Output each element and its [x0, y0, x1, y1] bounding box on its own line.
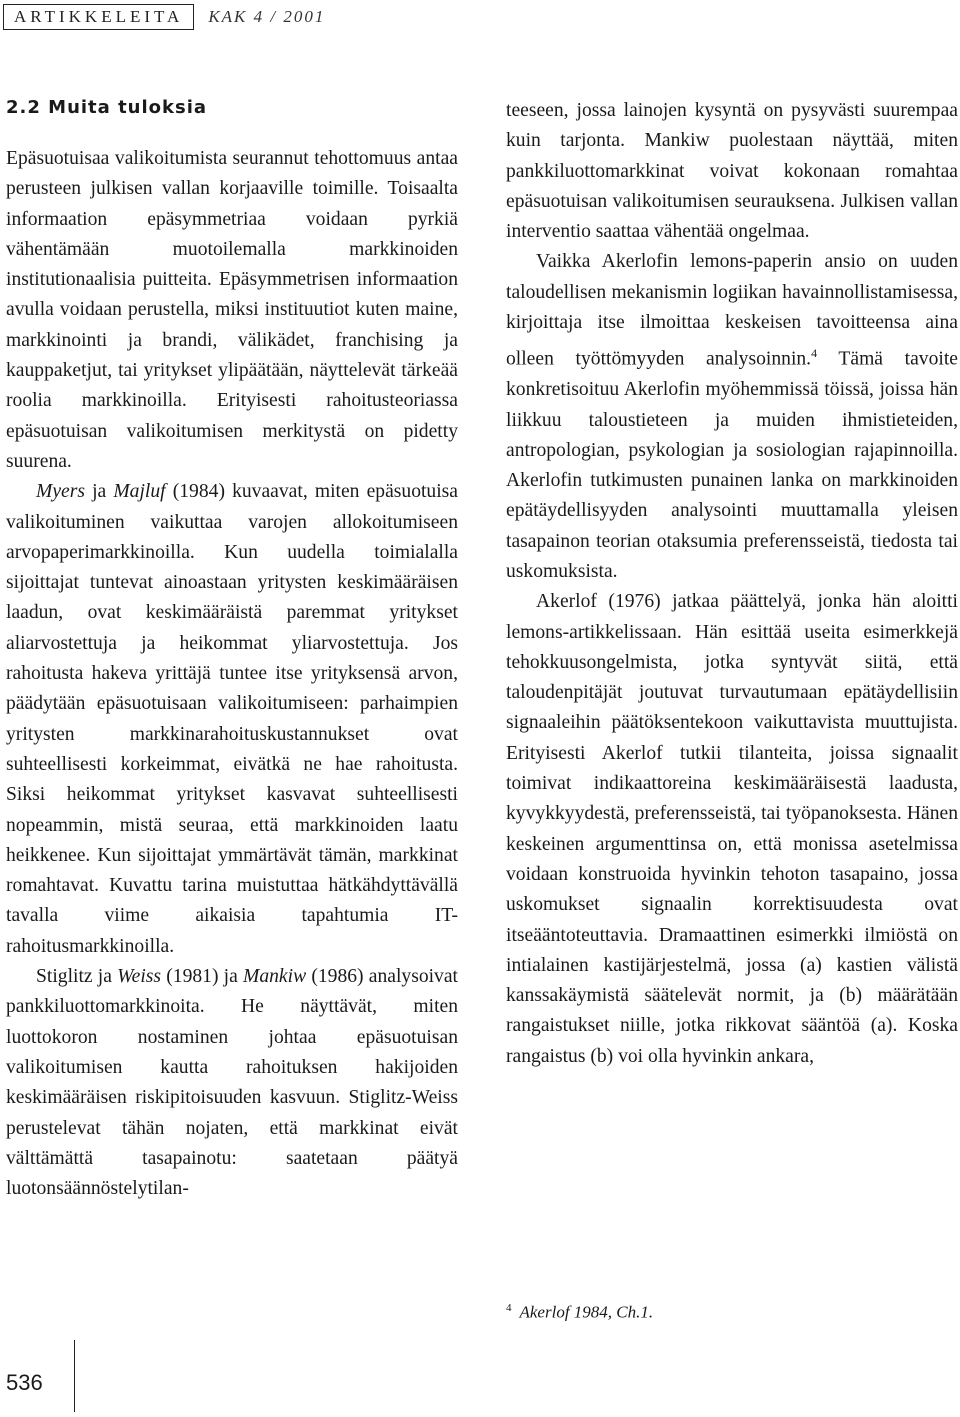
- footnote: [506, 1296, 653, 1325]
- author-weiss: Weiss: [117, 966, 162, 988]
- author-mankiw: Mankiw: [243, 966, 307, 988]
- page-number: 536: [6, 1370, 43, 1395]
- author-majluf: Majluf: [113, 481, 166, 503]
- footnote-number: 4: [506, 1302, 512, 1314]
- running-header: [3, 4, 339, 30]
- text-fragment: (1984) kuvaavat, miten epäsuotuisa valikoituminen vaikuttaa varojen allokoitumiseen arvopaperimarkkinoilla. Kun uudella toimialalla sijoittajat tuntevat ainoastaan yritysten keskimääräisen laadun, ovat keskimääräistä paremmat yritykset aliarvostettuja ja heikommat yliarvostettuja. Jos rahoitusta hakeva yrittäjä tuntee itse yrityksensä arvon, päädytään epäsuotuisaan valikoitumiseen: parhaimpien yritysten markkinarahoituskustannukset ovat suhteellisesti korkeimmat, eivätkä ne hae rahoitusta. Siksi heikommat yritykset kasvavat suhteellisesti nopeammin, mistä seuraa, että markkinoiden laatu heikkenee. Kun sijoittajat ymmärtävät tämän, markkinat romahtavat. Kuvattu tarina muistuttaa hätkähdyttävällä tavalla viime aikaisia tapahtumia IT-rahoitusmarkkinoilla.: [6, 481, 458, 957]
- text-fragment: Stiglitz ja: [36, 966, 118, 988]
- left-paragraph-2: [6, 477, 458, 962]
- right-paragraph-1: teeseen, jossa lainojen kysyntä on pysyvästi suurempaa kuin tarjonta. Mankiw puolestaan näyttää, miten pankkiluottomarkkinat voivat kokonaan romahtaa epäsuotuisan valikoitumisen seurauksena. Julkisen vallan interventio saattaa vähentää ongelmaa.: [506, 100, 958, 243]
- footnote-text: Akerlof 1984, Ch.1.: [519, 1302, 654, 1322]
- text-fragment: ja: [84, 481, 114, 503]
- left-paragraph-3: [6, 962, 458, 1204]
- page-divider: [74, 1340, 75, 1412]
- right-column: [506, 96, 958, 1072]
- issue-label: KAK 4 / 2001: [208, 7, 326, 26]
- right-paragraph-3: Akerlof (1976) jatkaa päättelyä, jonka hän aloitti lemons-artikkelissaan. Hän esittää useita esimerkkejä tehokkuusongelmista, jotka syntyvät siitä, että taloudenpitäjät joutuvat turvautumaan epätäydellisiin signaaleihin päätöksentekoon vaikuttavista muuttujista. Erityisesti Akerlof tutkii tilanteita, joissa signaalit toimivat indikaattoreina keskimääräisestä laadusta, kyvykkyydestä, preferensseistä, tai työpanoksesta. Hänen keskeinen argumenttinsa on, että monissa asetelmissa voidaan konstruoida hyvinkin tehoton tasapaino, jossa uskomukset signaalin korrektisuudesta ovat itseääntoteuttavia. Dramaattinen esimerkki ilmiöstä on intialainen kastijärjestelmä, jossa (a) kastien välistä kanssakäymistä säätelevät normit, ja (b) määrätään rangaistukset niille, jotka rikkovat sääntöä (a). Koska rangaistus (b) voi olla hyvinkin ankara,: [506, 591, 958, 1067]
- author-myers: Myers: [36, 481, 85, 503]
- text-fragment: (1986) analysoivat pankkiluottomarkkinoita. He näyttävät, miten luottokoron nostaminen johtaa epäsuotuisan valikoitumisen kautta rahoituksen hakijoiden keskimääräisen riskipitoisuuden kasvuun. Stiglitz-Weiss perustelevat tähän nojaten, että markkinat eivät välttämättä tasapainotu: saatetaan päätyä luotonsäännöstelytilan-: [6, 966, 458, 1200]
- right-paragraph-2: [506, 247, 958, 587]
- section-heading: 2.2 Muita tuloksia: [6, 97, 208, 118]
- text-fragment: Tämä tavoite konkretisoituu Akerlofin myöhemmissä töissä, joissa hän liikkuu taloustieteen ja muiden ihmistieteiden, antropologian, psykologian ja sosiologian rajapinnoilla. Akerlofin tutkimusten punainen lanka on markkinoiden epätäydellisyyden analysointi muuttamalla yleisen tasapainon teorian otaksumia preferensseistä, tiedosta tai uskomuksista.: [506, 348, 958, 582]
- section-label: ARTIKKELEITA: [3, 4, 194, 30]
- left-column: [6, 96, 458, 1204]
- footnote-reference[interactable]: 4: [811, 346, 818, 361]
- left-paragraph-1: Epäsuotuisaa valikoitumista seurannut tehottomuus antaa perusteen julkisen vallan korjaaville toimille. Toisaalta informaation epäsymmetriaa voidaan pyrkiä vähentämään muotoilemalla markkinoiden institutionaalisia puitteita. Epäsymmetrisen informaation avulla voidaan perustella, miksi instituutiot kuten maine, markkinointi ja brandi, välikädet, franchising ja kauppaketjut, tai yritykset ylipäätään, näyttelevät tärkeää roolia markkinoilla. Erityisesti rahoitusteoriassa epäsuotuisan valikoitumisen merkitystä on pidetty suurena.: [6, 148, 458, 472]
- text-fragment: (1981) ja: [161, 966, 244, 988]
- text-fragment: Vaikka Akerlofin lemons-paperin ansio on uuden taloudellisen mekanismin logiikan havainnollistamisessa, kirjoittaja itse ilmoittaa keskeisen tavoitteensa aina olleen työttömyyden analysoinnin.: [506, 251, 958, 370]
